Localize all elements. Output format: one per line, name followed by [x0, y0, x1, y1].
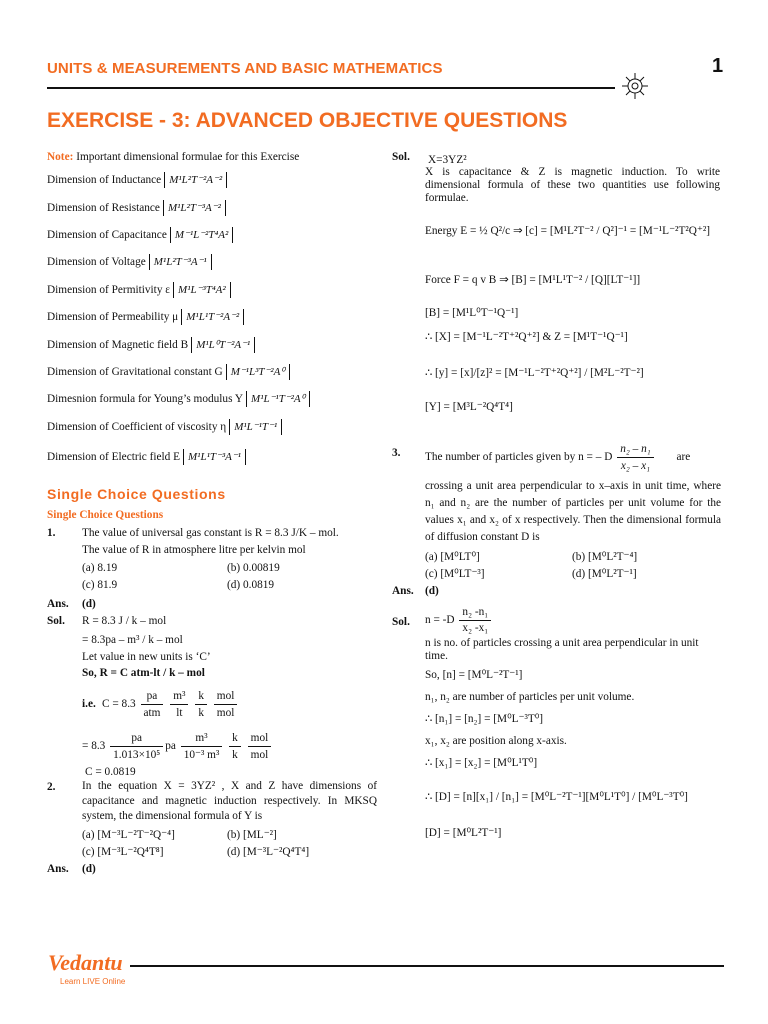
- dimension-row: Dimension of Inductance M¹L²T⁻²A⁻²: [47, 172, 227, 188]
- solution-line: ∴ [y] = [x]/[z]² = [M⁻¹L⁻²T⁺²Q⁺²] / [M²L⁻²T⁻²]: [425, 367, 644, 379]
- question-text: The value of universal gas constant is R = 8.3 J/K – mol.: [82, 527, 339, 539]
- dimension-formula: M¹L²T⁻³A⁻²: [163, 200, 226, 216]
- solution-line: C = 0.0819: [85, 766, 136, 778]
- solution-line: ∴ [n₁] = [n₂] = [M⁰L⁻³T⁰]: [425, 713, 544, 725]
- answer-label: Ans.: [47, 863, 69, 875]
- solution-line: So, R = C atm-lt / k – mol: [82, 667, 205, 679]
- solution-line: Energy E = ½ Q²/c ⇒ [c] = [M¹L²T⁻² / Q²]⁻¹ = [M⁻¹L⁻²T²Q⁺²]: [425, 225, 710, 237]
- solution-ie-label: i.e.: [82, 698, 96, 710]
- dimension-formula: M¹L⁰T⁻²A⁻¹: [191, 337, 255, 353]
- solution-line: Let value in new units is ‘C’: [82, 651, 211, 663]
- solution-line: [D] = [M⁰L²T⁻¹]: [425, 827, 502, 839]
- solution-line: R = 8.3 J / k – mol: [82, 615, 167, 627]
- section-subtitle: Single Choice Questions: [47, 509, 164, 521]
- solution-label: Sol.: [392, 616, 410, 628]
- dimension-formula: M¹L⁻¹T⁻¹: [229, 419, 282, 435]
- header-rule: [47, 87, 615, 89]
- solution-line: = 8.3pa – m³ / k – mol: [82, 634, 183, 646]
- dimension-formula: M⁻¹L³T⁻²A⁰: [226, 364, 290, 380]
- ornament-icon: [620, 71, 650, 101]
- note-text: Important dimensional formulae for this Exercise: [76, 151, 300, 163]
- dimension-row: Dimesnion formula for Young’s modulus Y M¹L⁻¹T⁻²A⁰: [47, 391, 310, 407]
- option-a: (a) 8.19: [82, 562, 118, 574]
- dimension-formula: M¹L⁻¹T⁻²A⁰: [246, 391, 310, 407]
- vedantu-logo: Vedantu: [48, 950, 123, 975]
- solution-line: ∴ [X] = [M⁻¹L⁻²T⁺²Q⁺²] & Z = [M¹T⁻¹Q⁻¹]: [425, 331, 628, 343]
- dimension-row: Dimension of Electric field E M¹L¹T⁻³A⁻¹: [47, 449, 246, 465]
- question-text: The number of particles given by n = – D $\frac{\text{n₂ – n₁}}{\text{x₂ – x₁}}$ are: [425, 443, 691, 472]
- logo-tagline: Learn LIVE Online: [60, 977, 126, 986]
- answer-value: (d): [425, 585, 439, 597]
- solution-line: C = 8.3 $\frac{pa}{\text{atm}}$ $\frac{\text{m³}}{lt}$ $\frac{k}{k}$ $\frac{\text{mol}}{\text{mol}}$: [102, 688, 239, 721]
- option-a: (a) [M⁻³L⁻²T⁻²Q⁻⁴]: [82, 829, 175, 841]
- dimension-row: Dimension of Coefficient of viscosity η M¹L⁻¹T⁻¹: [47, 419, 282, 435]
- dimension-row: Dimension of Permeability μ M¹L¹T⁻²A⁻²: [47, 309, 244, 325]
- question-number: 1.: [47, 527, 56, 539]
- solution-line: n₁, n₂ are number of particles per unit volume.: [425, 691, 635, 703]
- solution-line: [Y] = [M³L⁻²Q⁴T⁴]: [425, 401, 513, 413]
- solution-line: x₁, x₂ are position along x-axis.: [425, 735, 567, 747]
- option-c: (c) [M⁻³L⁻²Q⁴T⁸]: [82, 846, 164, 858]
- dimension-formula: M¹L²T⁻²A⁻²: [164, 172, 227, 188]
- solution-line: n = -D $\frac{\text{n₂ -n₁}}{\text{x₂ -x₁}}$: [425, 605, 493, 636]
- option-d: (d) [M⁰L²T⁻¹]: [572, 568, 637, 580]
- exercise-title: EXERCISE - 3: ADVANCED OBJECTIVE QUESTIONS: [47, 109, 568, 132]
- solution-line: Force F = q v B ⇒ [B] = [M¹L¹T⁻² / [Q][LT⁻¹]]: [425, 274, 641, 286]
- solution-line: ∴ [D] = [n][x₁] / [n₁] = [M⁰L⁻²T⁻¹][M⁰L¹T⁰] / [M⁰L⁻³T⁰]: [425, 791, 688, 803]
- option-b: (b) [M⁰L²T⁻⁴]: [572, 551, 638, 563]
- answer-value: (d): [82, 598, 96, 610]
- solution-label: Sol.: [47, 615, 65, 627]
- option-b: (b) 0.00819: [227, 562, 280, 574]
- answer-label: Ans.: [392, 585, 414, 597]
- solution-line: So, [n] = [M⁰L⁻²T⁻¹]: [425, 669, 523, 681]
- question-text: The value of R in atmosphere litre per kelvin mol: [82, 544, 306, 556]
- section-title: Single Choice Questions: [47, 486, 226, 502]
- solution-line: = 8.3 $\frac{pa}{\text{1.013×10⁵}}$ pa $\frac{\text{m³}}{\text{10⁻³ m³}}$ $\frac{k}{k}$ $\frac{\text{mol}}{\text{mol}}$: [82, 730, 273, 763]
- dimension-row: Dimension of Capacitance M⁻¹L⁻²T⁴A²: [47, 227, 233, 243]
- question-text: crossing a unit area perpendicular to x–axis in unit time, where n₁ and n₂ are the number of particles per unit volume for the values x₁ and x₂ of x respectively. Then the dimensional formula of diffusion constant D is: [425, 480, 721, 543]
- dimension-formula: M¹L¹T⁻²A⁻²: [181, 309, 244, 325]
- note-label: Note:: [47, 151, 74, 163]
- footer-rule: [130, 965, 724, 967]
- dimension-row: Dimension of Gravitational constant G M⁻¹L³T⁻²A⁰: [47, 364, 290, 380]
- question-text: In the equation X = 3YZ² , X and Z have dimensions of capacitance and magnetic induction respectively. In MKSQ system, the dimensional formula of Y is: [82, 780, 377, 822]
- solution-text: n is no. of particles crossing a unit area perpendicular in unit time.: [425, 637, 699, 662]
- solution-line: [B] = [M¹L⁰T⁻¹Q⁻¹]: [425, 307, 519, 319]
- dimension-row: Dimension of Voltage M¹L²T⁻³A⁻¹: [47, 254, 212, 270]
- solution-line: X=3YZ²: [428, 154, 467, 166]
- dimension-row: Dimension of Magnetic field B M¹L⁰T⁻²A⁻¹: [47, 337, 255, 353]
- solution-label: Sol.: [392, 151, 410, 163]
- solution-line: ∴ [x₁] = [x₂] = [M⁰L¹T⁰]: [425, 757, 538, 769]
- dimension-formula: M¹L¹T⁻³A⁻¹: [183, 449, 246, 465]
- solution-text: X is capacitance & Z is magnetic induction. To write dimensional formula of these two quantities use following formulae.: [425, 166, 720, 204]
- dimension-row: Dimension of Resistance M¹L²T⁻³A⁻²: [47, 200, 226, 216]
- answer-label: Ans.: [47, 598, 69, 610]
- option-c: (c) [M⁰LT⁻³]: [425, 568, 485, 580]
- dimension-formula: M¹L⁻³T⁴A²: [173, 282, 231, 298]
- option-c: (c) 81.9: [82, 579, 118, 591]
- option-d: (d) [M⁻³L⁻²Q⁴T⁴]: [227, 846, 310, 858]
- option-b: (b) [ML⁻²]: [227, 829, 277, 841]
- note-line: [47, 150, 299, 164]
- option-a: (a) [M⁰LT⁰]: [425, 551, 480, 563]
- chapter-title: UNITS & MEASUREMENTS AND BASIC MATHEMATICS: [47, 60, 443, 77]
- answer-value: (d): [82, 863, 96, 875]
- dimension-formula: M⁻¹L⁻²T⁴A²: [170, 227, 233, 243]
- question-number: 3.: [392, 447, 401, 459]
- question-number: 2.: [47, 781, 56, 793]
- option-d: (d) 0.0819: [227, 579, 275, 591]
- dimension-formula: M¹L²T⁻³A⁻¹: [149, 254, 212, 270]
- dimension-row: Dimension of Permitivity ε M¹L⁻³T⁴A²: [47, 282, 231, 298]
- page-number: 1: [712, 55, 724, 77]
